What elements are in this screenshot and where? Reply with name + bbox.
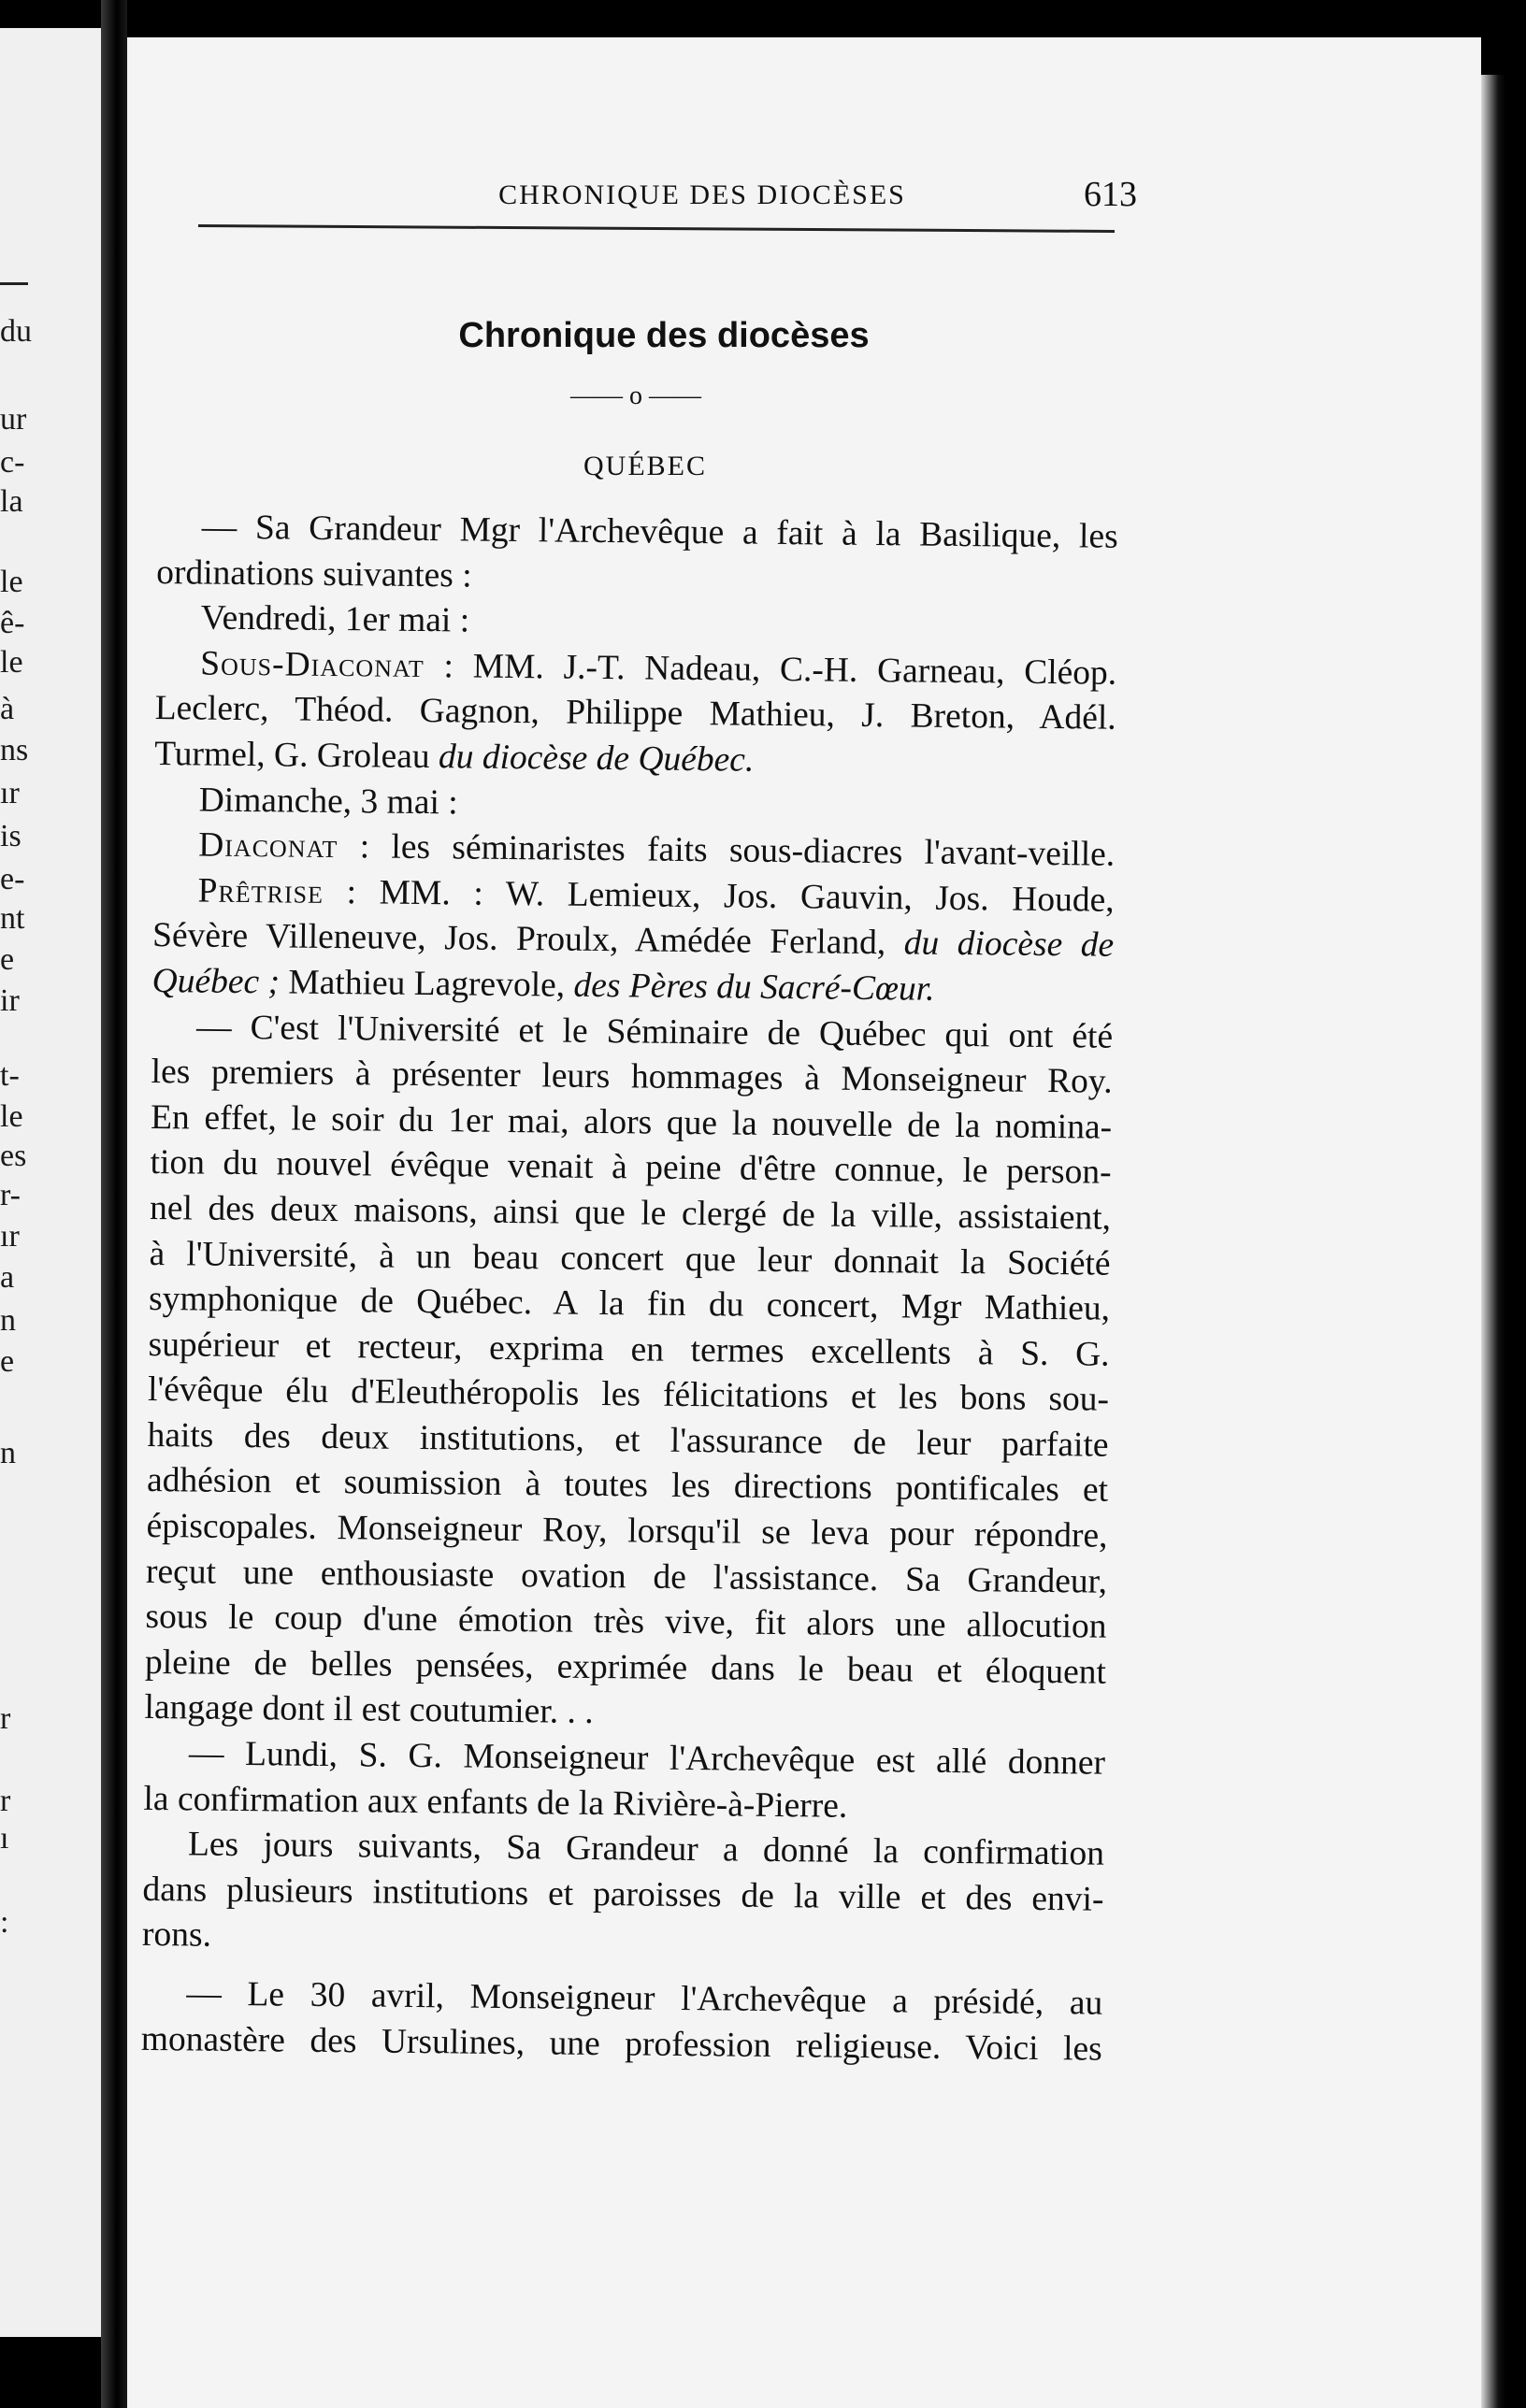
left-page-fragment: le bbox=[0, 565, 23, 599]
line-text: Mathieu Lagrevole, bbox=[279, 963, 574, 1005]
line-text: à l'Université, à un beau concert que leur donnait la Société bbox=[149, 1234, 1111, 1283]
left-page-fragment: le bbox=[0, 645, 23, 680]
left-page-fragment: ns bbox=[0, 733, 29, 767]
line-text: la confirmation aux enfants de la Rivière-à-Pierre. bbox=[143, 1779, 848, 1826]
left-page-fragment: is bbox=[0, 819, 22, 853]
line-text: nel des deux maisons, ainsi que le clergé de la ville, assistaient, bbox=[149, 1188, 1112, 1238]
line-text: Turmel, G. Groleau bbox=[153, 734, 439, 777]
left-page-fragment: es bbox=[0, 1139, 27, 1173]
line-text: monastère des Ursulines, une profession religieuse. Voici les bbox=[140, 2019, 1102, 2069]
line-text: sous le coup d'une émotion très vive, fit alors une allocution bbox=[145, 1598, 1107, 1646]
left-page-fragment: r bbox=[0, 1784, 11, 1818]
left-page-fragment: ir bbox=[0, 983, 20, 1018]
left-page-fragment: : bbox=[0, 1905, 9, 1940]
left-page-fragment: a bbox=[0, 1260, 15, 1295]
line-text: pleine de belles pensées, exprimée dans le beau et éloquent bbox=[144, 1642, 1107, 1692]
left-page-fragment: ır bbox=[0, 1219, 20, 1254]
line-text: : les séminaristes faits sous-diacres l'avant-veille. bbox=[338, 827, 1116, 874]
left-page-fragment: ır bbox=[0, 776, 20, 810]
italic-text: du diocèse de bbox=[903, 924, 1115, 966]
left-page-fragment: e- bbox=[0, 862, 25, 896]
line-text: — C'est l'Université et le Séminaire de Québec qui ont été bbox=[195, 1008, 1114, 1056]
article-title: Chronique des diocèses bbox=[458, 316, 870, 355]
line-text: — Le 30 avril, Monseigneur l'Archevêque a présidé, au bbox=[186, 1974, 1103, 2023]
left-page-fragment: ı bbox=[0, 1821, 9, 1856]
book-gutter bbox=[101, 0, 127, 2408]
line-text: Dimanche, 3 mai : bbox=[198, 781, 458, 822]
left-page-fragment: r- bbox=[0, 1178, 21, 1212]
line-text: les premiers à présenter leurs hommages à Monseigneur Roy. bbox=[151, 1053, 1113, 1101]
line-text: haits des deux institutions, et l'assurance de leur parfaite bbox=[147, 1415, 1109, 1465]
left-page-fragment: e bbox=[0, 942, 15, 977]
title-ornament: —— o —— bbox=[570, 381, 701, 410]
line-text: Sévère Villeneuve, Jos. Proulx, Amédée Ferland, bbox=[151, 916, 904, 963]
left-page-rule bbox=[0, 282, 28, 285]
left-page-fragment: r bbox=[0, 1701, 11, 1736]
left-page-fragment: la bbox=[0, 484, 23, 519]
line-text: langage dont il est coutumier. . . bbox=[144, 1688, 594, 1732]
line-text: — Sa Grandeur Mgr l'Archevêque a fait à la Basilique, les bbox=[201, 508, 1118, 556]
left-page-fragment: du bbox=[0, 314, 32, 349]
line-text: : MM. J.-T. Nadeau, C.-H. Garneau, Cléop. bbox=[424, 646, 1117, 693]
left-page-fragment: n bbox=[0, 1303, 16, 1338]
ordination-label: Diaconat bbox=[197, 825, 338, 867]
line-text: Vendredi, 1er mai : bbox=[200, 598, 470, 640]
left-page-fragment: à bbox=[0, 692, 15, 726]
italic-text: du diocèse de Québec. bbox=[438, 738, 755, 780]
line-text: Leclerc, Théod. Gagnon, Philippe Mathieu, J. Breton, Adél. bbox=[154, 689, 1116, 738]
line-text: Les jours suivants, Sa Grandeur a donné la confirmation bbox=[187, 1825, 1105, 1873]
line-text: épiscopales. Monseigneur Roy, lorsqu'il se leva pour répondre, bbox=[146, 1507, 1108, 1555]
line-text: reçut une enthousiaste ovation de l'assistance. Sa Grandeur, bbox=[145, 1552, 1108, 1601]
left-page-fragment: ê- bbox=[0, 606, 25, 640]
page-number: 613 bbox=[1084, 175, 1137, 214]
article-body bbox=[141, 505, 1118, 2072]
left-page-fragment: n bbox=[0, 1436, 16, 1470]
ordination-label: Prêtrise bbox=[197, 871, 324, 911]
line-text: rons. bbox=[141, 1915, 212, 1956]
line-text: adhésion et soumission à toutes les directions pontificales et bbox=[146, 1461, 1109, 1511]
left-page-fragment: e bbox=[0, 1344, 15, 1379]
line-text: — Lundi, S. G. Monseigneur l'Archevêque est allé donner bbox=[188, 1734, 1106, 1783]
line-text: : MM. : W. Lemieux, Jos. Gauvin, Jos. Houde, bbox=[323, 872, 1115, 920]
section-heading: QUÉBEC bbox=[583, 451, 707, 481]
left-page-fragment: t- bbox=[0, 1058, 20, 1093]
left-page-fragment: c- bbox=[0, 445, 25, 480]
line-text: tion du nouvel évêque venait à peine d'être connue, le person- bbox=[150, 1143, 1112, 1193]
left-page-margin bbox=[0, 28, 101, 2337]
line-text: En effet, le soir du 1er mai, alors que la nouvelle de la nomina- bbox=[150, 1097, 1113, 1147]
line-text: dans plusieurs institutions et paroisses de la ville et des envi- bbox=[142, 1870, 1104, 1919]
running-head: CHRONIQUE DES DIOCÈSES bbox=[498, 179, 906, 210]
left-page-fragment: le bbox=[0, 1099, 23, 1134]
italic-text: des Pères du Sacré-Cœur. bbox=[573, 966, 935, 1009]
line-text: l'évêque élu d'Eleuthéropolis les félicitations et les bons sou- bbox=[147, 1370, 1110, 1419]
line-text: supérieur et recteur, exprima en termes excellents à S. G. bbox=[148, 1325, 1110, 1374]
left-page-fragment: nt bbox=[0, 901, 25, 936]
italic-text: Québec ; bbox=[151, 961, 281, 1002]
line-text: symphonique de Québec. A la fin du concert, Mgr Mathieu, bbox=[148, 1280, 1111, 1328]
text-line bbox=[142, 1913, 1103, 1968]
page-edge bbox=[1481, 75, 1505, 2408]
line-text: ordinations suivantes : bbox=[156, 552, 472, 595]
left-page-fragment: ur bbox=[0, 402, 27, 437]
ordination-label: Sous-Diaconat bbox=[200, 644, 425, 685]
